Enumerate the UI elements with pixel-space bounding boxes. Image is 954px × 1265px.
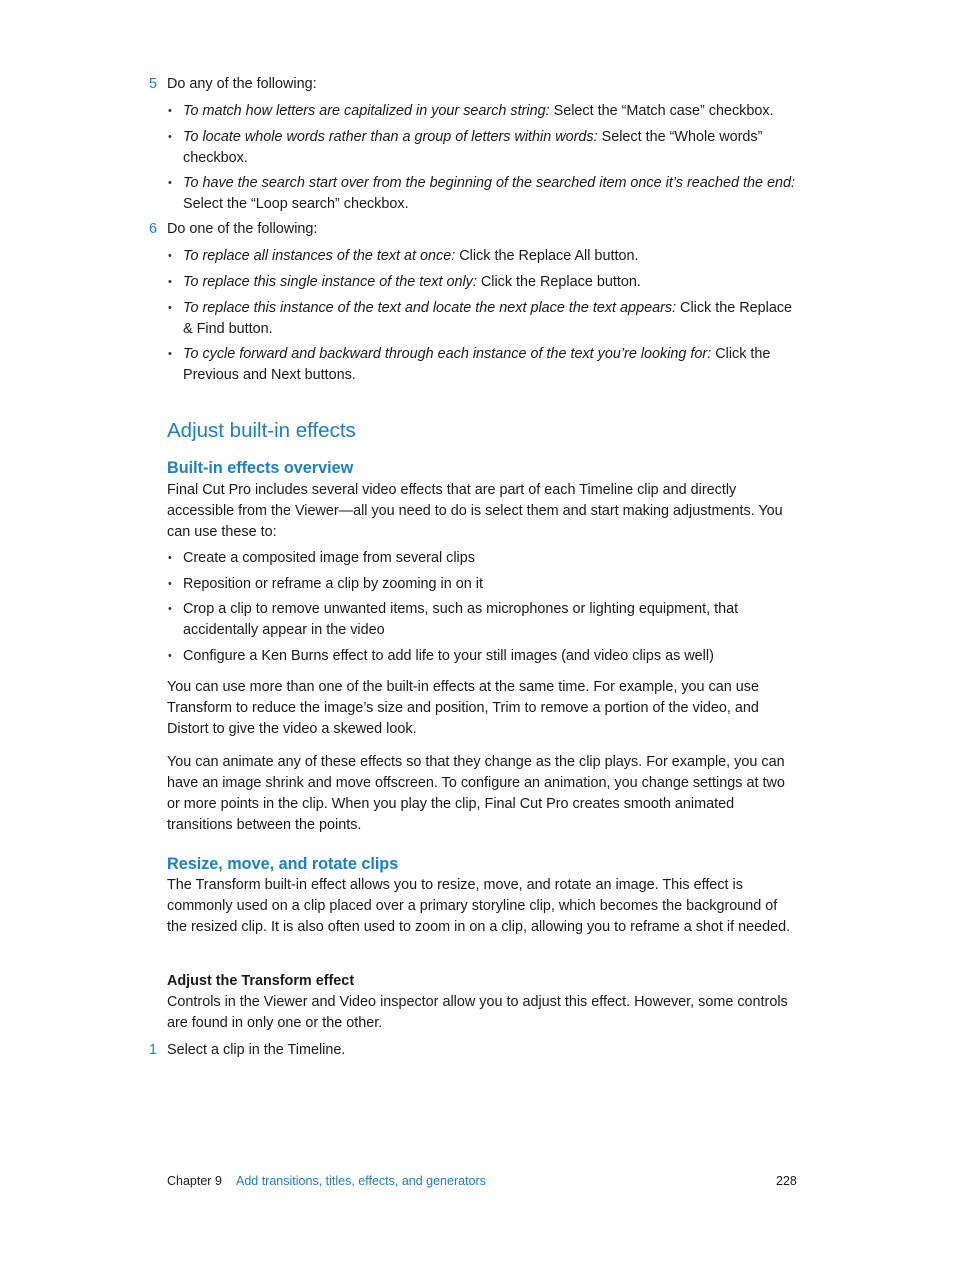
step-text: Select a clip in the Timeline.	[167, 1042, 346, 1058]
paragraph-controls: Controls in the Viewer and Video inspector allow you to adjust this effect. However, some controls are found in only one or the other.	[167, 994, 788, 1031]
list-item: • Reposition or reframe a clip by zooming in on it	[183, 574, 799, 595]
paragraph-animate-effects: You can animate any of these effects so that they change as the clip plays. For example, you can have an image shrink and move offscreen. To configure an animation, you change settings at two or more points in the clip. When you play the clip, Final Cut Pro creates smooth animated transitions between the points.	[167, 754, 785, 833]
page-number: 228	[776, 1174, 797, 1188]
resize-heading: Resize, move, and rotate clips	[167, 855, 399, 873]
overview-heading: Built-in effects overview	[167, 459, 354, 477]
list-item: • To replace all instances of the text at once: Click the Replace All button.	[183, 246, 799, 267]
step-number: 1	[149, 1042, 158, 1058]
overview-intro: Final Cut Pro includes several video effects that are part of each Timeline clip and directly accessible from the Viewer—all you need to do is select them and start making adjustments. You can use these to:	[167, 482, 783, 540]
list-item: • To replace this single instance of the text only: Click the Replace button.	[183, 272, 799, 293]
step-number: 6	[149, 221, 158, 237]
list-item: • To match how letters are capitalized in your search string: Select the “Match case” checkbox.	[183, 101, 799, 122]
list-item: • Crop a clip to remove unwanted items, such as microphones or lighting equipment, that accidentally appear in the video	[183, 599, 799, 641]
list-item: • To cycle forward and backward through each instance of the text you’re looking for: Click the Previous and Next buttons.	[183, 344, 799, 386]
step-text: Do any of the following:	[167, 76, 317, 92]
task-heading: Adjust the Transform effect	[167, 973, 355, 989]
footer-chapter-title-link[interactable]: Add transitions, titles, effects, and generators	[236, 1174, 486, 1188]
list-item: • To have the search start over from the beginning of the searched item once it’s reached the end: Select the “Loop search” checkbox.	[183, 173, 799, 215]
list-item: • To locate whole words rather than a group of letters within words: Select the “Whole words” checkbox.	[183, 127, 799, 169]
footer-chapter: Chapter 9	[167, 1174, 222, 1188]
step-text: Do one of the following:	[167, 221, 318, 237]
list-item: • Configure a Ken Burns effect to add life to your still images (and video clips as well)	[183, 646, 799, 667]
section-title: Adjust built-in effects	[167, 419, 356, 442]
list-item: • Create a composited image from several clips	[183, 548, 799, 569]
paragraph-multiple-effects: You can use more than one of the built-in effects at the same time. For example, you can use Transform to reduce the image’s size and position, Trim to remove a portion of the video, and Distort to give the video a skewed look.	[167, 679, 759, 737]
step-number: 5	[149, 76, 158, 92]
paragraph-transform: The Transform built-in effect allows you to resize, move, and rotate an image. This effect is commonly used on a clip placed over a primary storyline clip, which becomes the background of the resized clip. It is also often used to zoom in on a clip, allowing you to reframe a shot if needed.	[167, 877, 791, 935]
list-item: • To replace this instance of the text and locate the next place the text appears: Click the Replace & Find button.	[183, 298, 799, 340]
